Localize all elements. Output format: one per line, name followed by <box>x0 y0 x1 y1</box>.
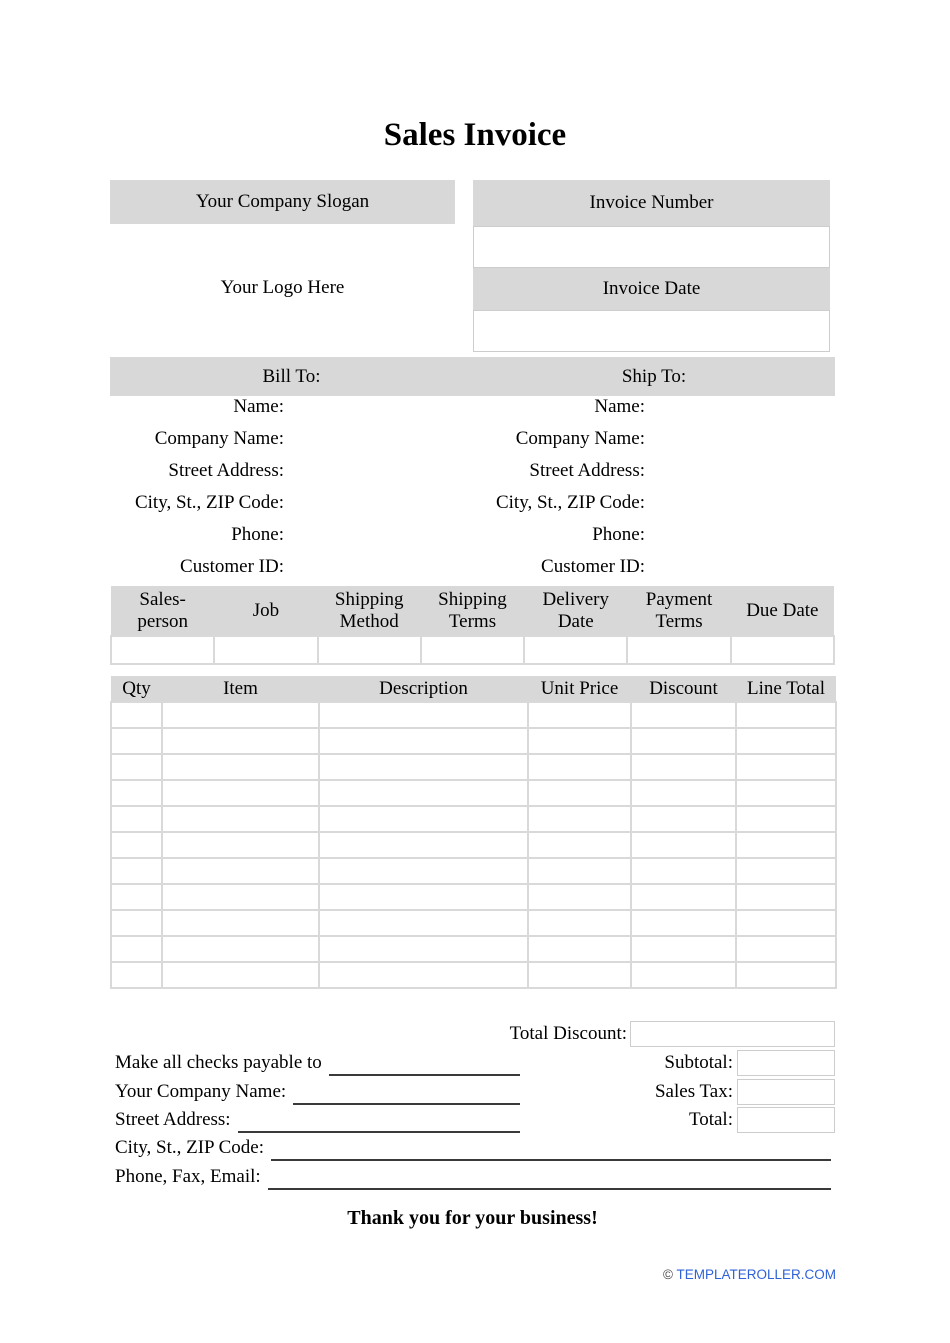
item-cell-unit-price[interactable] <box>528 806 631 832</box>
item-cell-line-total[interactable] <box>736 754 836 780</box>
item-cell-description[interactable] <box>319 702 528 728</box>
item-cell-description[interactable] <box>319 728 528 754</box>
item-cell-discount[interactable] <box>631 702 736 728</box>
items-header-qty: Qty <box>111 676 162 702</box>
item-row <box>111 780 836 806</box>
item-cell-unit-price[interactable] <box>528 884 631 910</box>
item-cell-description[interactable] <box>319 936 528 962</box>
logo-placeholder: Your Logo Here <box>220 277 345 298</box>
item-cell-discount[interactable] <box>631 962 736 988</box>
thank-you-message: Thank you for your business! <box>347 1207 598 1229</box>
item-cell-qty[interactable] <box>111 806 162 832</box>
item-cell-qty[interactable] <box>111 702 162 728</box>
item-cell-description[interactable] <box>319 832 528 858</box>
invoice-meta-box <box>473 180 830 352</box>
invoice-number-header: Invoice Number <box>473 180 830 226</box>
item-cell-discount[interactable] <box>631 832 736 858</box>
item-cell-item[interactable] <box>162 962 319 988</box>
item-cell-line-total[interactable] <box>736 728 836 754</box>
bill-street-label: Street Address: <box>168 460 284 481</box>
bill-to-labels <box>110 391 284 583</box>
item-cell-qty[interactable] <box>111 936 162 962</box>
sales-tax-label: Sales Tax: <box>654 1081 733 1102</box>
item-cell-line-total[interactable] <box>736 884 836 910</box>
sales-cell-payment-terms[interactable] <box>627 636 730 664</box>
item-row <box>111 806 836 832</box>
item-cell-unit-price[interactable] <box>528 702 631 728</box>
item-cell-description[interactable] <box>319 884 528 910</box>
item-cell-description[interactable] <box>319 962 528 988</box>
bill-customer-id-label: Customer ID: <box>180 556 284 577</box>
ship-name-label: Name: <box>594 396 645 417</box>
item-cell-line-total[interactable] <box>736 702 836 728</box>
item-cell-line-total[interactable] <box>736 780 836 806</box>
item-cell-line-total[interactable] <box>736 910 836 936</box>
item-cell-discount[interactable] <box>631 858 736 884</box>
checks-payable-row <box>115 1050 520 1076</box>
item-cell-description[interactable] <box>319 806 528 832</box>
item-cell-qty[interactable] <box>111 858 162 884</box>
item-row <box>111 858 836 884</box>
item-cell-line-total[interactable] <box>736 832 836 858</box>
total-label: Total: <box>688 1109 733 1130</box>
item-cell-description[interactable] <box>319 858 528 884</box>
bill-name-label: Name: <box>233 396 284 417</box>
item-cell-item[interactable] <box>162 806 319 832</box>
bill-company-label: Company Name: <box>154 428 284 449</box>
item-cell-qty[interactable] <box>111 962 162 988</box>
items-header-line-total: Line Total <box>736 676 836 702</box>
sales-cell-job[interactable] <box>214 636 317 664</box>
sales-header-shipping-method: Shipping Method <box>318 586 421 636</box>
ship-city-label: City, St., ZIP Code: <box>495 492 645 513</box>
phone-fax-email-label: Phone, Fax, Email: <box>115 1166 261 1187</box>
street-address-label: Street Address: <box>115 1109 231 1130</box>
item-cell-discount[interactable] <box>631 754 736 780</box>
sales-info-table <box>110 586 835 665</box>
city-st-zip-label: City, St., ZIP Code: <box>115 1137 265 1158</box>
city-st-zip-row <box>115 1135 831 1161</box>
item-cell-item[interactable] <box>162 910 319 936</box>
items-header-row <box>111 676 836 702</box>
invoice-date-field[interactable] <box>473 310 830 352</box>
phone-fax-email-field[interactable] <box>268 1164 831 1190</box>
item-row <box>111 936 836 962</box>
ship-customer-id-label: Customer ID: <box>541 556 645 577</box>
item-row <box>111 702 836 728</box>
item-cell-item[interactable] <box>162 832 319 858</box>
item-cell-line-total[interactable] <box>736 936 836 962</box>
items-table-body <box>111 702 836 988</box>
street-address-row <box>115 1107 520 1133</box>
sales-cell-salesperson[interactable] <box>111 636 214 664</box>
total-field[interactable] <box>737 1107 835 1133</box>
item-cell-unit-price[interactable] <box>528 910 631 936</box>
sales-info-row <box>111 636 834 664</box>
footer-credit <box>536 1267 836 1282</box>
subtotal-label: Subtotal: <box>664 1052 733 1073</box>
page-title: Sales Invoice <box>383 117 567 153</box>
company-name-label: Your Company Name: <box>115 1081 287 1102</box>
copyright-symbol: © <box>663 1267 673 1282</box>
item-cell-qty[interactable] <box>111 884 162 910</box>
items-header-description: Description <box>319 676 528 702</box>
item-cell-discount[interactable] <box>631 910 736 936</box>
items-header-unit-price: Unit Price <box>528 676 631 702</box>
ship-phone-label: Phone: <box>592 524 645 545</box>
item-row <box>111 728 836 754</box>
item-row <box>111 962 836 988</box>
company-name-field[interactable] <box>293 1079 520 1105</box>
sales-header-delivery-date: Delivery Date <box>524 586 627 636</box>
item-cell-unit-price[interactable] <box>528 936 631 962</box>
item-cell-qty[interactable] <box>111 910 162 936</box>
sales-header-job: Job <box>214 586 317 636</box>
bill-city-label: City, St., ZIP Code: <box>134 492 284 513</box>
bill-phone-label: Phone: <box>231 524 284 545</box>
item-cell-discount[interactable] <box>631 780 736 806</box>
items-header-discount: Discount <box>631 676 736 702</box>
ship-street-label: Street Address: <box>529 460 645 481</box>
sales-info-header-row <box>111 586 834 636</box>
item-row <box>111 884 836 910</box>
invoice-date-header: Invoice Date <box>473 268 830 310</box>
item-cell-qty[interactable] <box>111 832 162 858</box>
item-cell-description[interactable] <box>319 780 528 806</box>
company-name-row <box>115 1079 520 1105</box>
invoice-number-field[interactable] <box>473 226 830 268</box>
item-cell-item[interactable] <box>162 884 319 910</box>
item-cell-unit-price[interactable] <box>528 754 631 780</box>
phone-fax-email-row <box>115 1164 831 1190</box>
item-cell-discount[interactable] <box>631 884 736 910</box>
city-st-zip-field[interactable] <box>271 1135 831 1161</box>
items-header-item: Item <box>162 676 319 702</box>
item-cell-unit-price[interactable] <box>528 728 631 754</box>
total-discount-label: Total Discount: <box>509 1023 627 1044</box>
line-items-table <box>110 676 837 989</box>
item-cell-discount[interactable] <box>631 806 736 832</box>
sales-header-payment-terms: Payment Terms <box>627 586 730 636</box>
street-address-field[interactable] <box>238 1107 520 1133</box>
item-cell-line-total[interactable] <box>736 962 836 988</box>
sales-header-salesperson: Sales-person <box>111 586 214 636</box>
item-cell-qty[interactable] <box>111 754 162 780</box>
item-cell-description[interactable] <box>319 754 528 780</box>
item-cell-unit-price[interactable] <box>528 962 631 988</box>
ship-to-labels <box>473 391 645 583</box>
item-cell-description[interactable] <box>319 910 528 936</box>
item-cell-unit-price[interactable] <box>528 858 631 884</box>
checks-payable-field[interactable] <box>329 1050 520 1076</box>
item-cell-unit-price[interactable] <box>528 832 631 858</box>
item-cell-qty[interactable] <box>111 728 162 754</box>
sales-cell-shipping-method[interactable] <box>318 636 421 664</box>
item-row <box>111 910 836 936</box>
item-row <box>111 754 836 780</box>
item-cell-item[interactable] <box>162 728 319 754</box>
ship-to-header: Ship To: <box>621 366 687 387</box>
item-cell-line-total[interactable] <box>736 858 836 884</box>
checks-payable-label: Make all checks payable to <box>115 1052 322 1073</box>
sales-header-due-date: Due Date <box>731 586 834 636</box>
company-slogan-box: Your Company Slogan <box>110 180 455 224</box>
ship-company-label: Company Name: <box>515 428 645 449</box>
sales-header-shipping-terms: Shipping Terms <box>421 586 524 636</box>
sales-cell-due-date[interactable] <box>731 636 834 664</box>
item-cell-item[interactable] <box>162 780 319 806</box>
item-row <box>111 832 836 858</box>
item-cell-item[interactable] <box>162 702 319 728</box>
item-cell-item[interactable] <box>162 754 319 780</box>
sales-tax-field[interactable] <box>737 1079 835 1105</box>
item-cell-unit-price[interactable] <box>528 780 631 806</box>
item-cell-item[interactable] <box>162 858 319 884</box>
item-cell-discount[interactable] <box>631 936 736 962</box>
item-cell-discount[interactable] <box>631 728 736 754</box>
total-discount-field[interactable] <box>630 1021 835 1047</box>
sales-cell-shipping-terms[interactable] <box>421 636 524 664</box>
bill-to-header: Bill To: <box>262 366 321 387</box>
item-cell-item[interactable] <box>162 936 319 962</box>
item-cell-line-total[interactable] <box>736 806 836 832</box>
sales-cell-delivery-date[interactable] <box>524 636 627 664</box>
subtotal-field[interactable] <box>737 1050 835 1076</box>
item-cell-qty[interactable] <box>111 780 162 806</box>
templateroller-link[interactable]: TEMPLATEROLLER.COM <box>676 1267 836 1282</box>
